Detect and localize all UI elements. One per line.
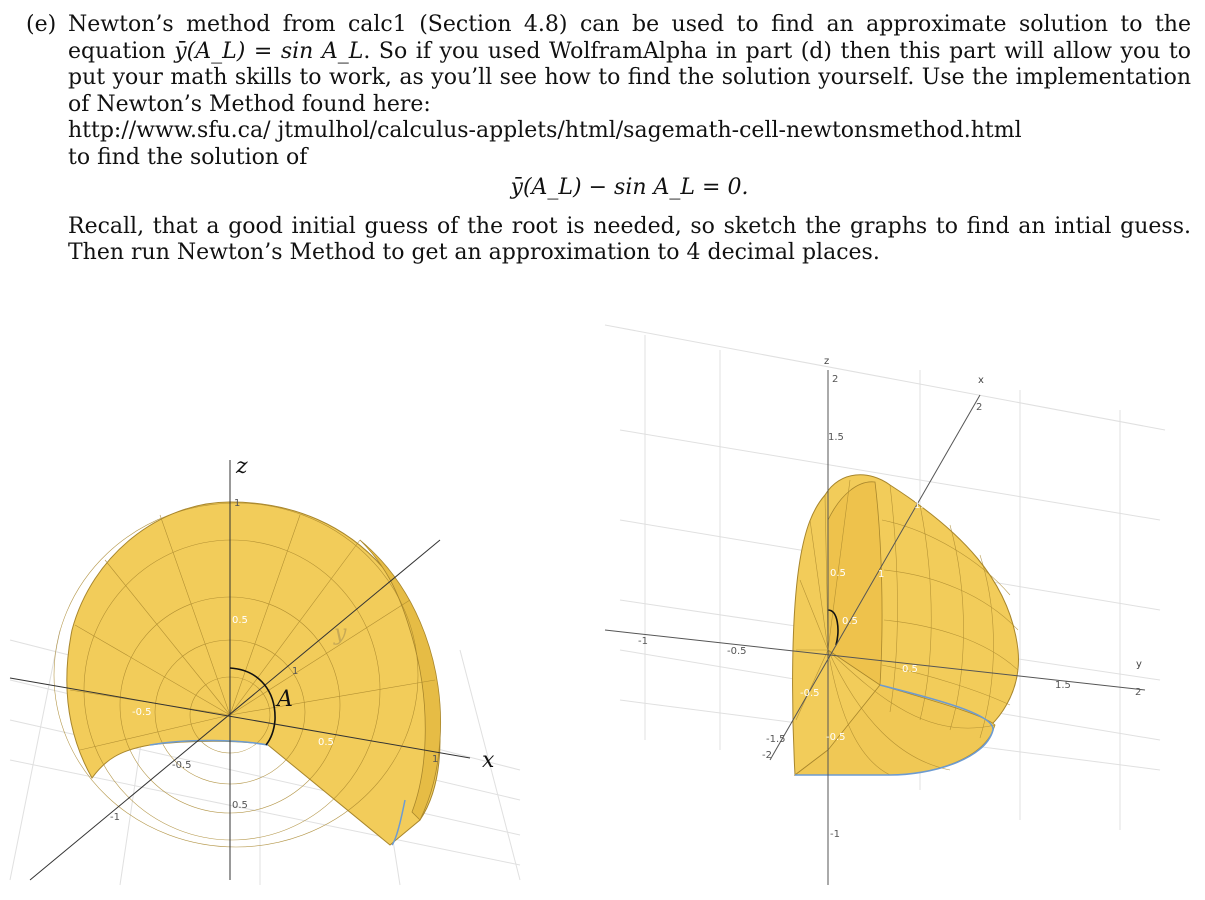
tick-x-neg-0.5: -0.5 [800,688,820,699]
tick-y-neg-1: -1 [110,812,120,823]
tick-z-1: 1 [234,498,241,509]
problem-body [68,12,1191,267]
axis-label-x: x [978,375,984,386]
tick-y-1.5: 1.5 [1055,680,1071,691]
surface-body [67,502,440,845]
tick-y-1: 1 [292,666,299,677]
newton-method-url[interactable]: http://www.sfu.ca/ jtmulhol/calculus-applets/html/sagemath-cell-newtonsmethod.html [68,118,1022,143]
display-equation-text: ȳ(A_L) − sin A_L = 0. [510,175,749,200]
axis-label-z: z [236,454,248,479]
tick-z-neg-0.5: 0.5 [232,800,248,811]
tick-x-2: 2 [976,402,983,413]
tick-y-neg-0.5: -0.5 [172,760,192,771]
surface-cut-face [828,482,885,685]
tick-x-neg-2: -2 [762,750,772,761]
tick-x-neg-1.5: -1.5 [766,734,786,745]
problem-line-1: Newton’s method from calc1 (Section 4.8) can be used to find an approximate solution to the equation [68,12,1191,64]
tick-x-neg-1: -1 [56,692,66,703]
tick-x-0.5: 0.5 [318,737,334,748]
axis-label-z: z [824,356,830,367]
tick-y-0.5: 0.5 [902,664,918,675]
tick-x-1.5: 1.5 [914,500,930,511]
problem-label: (e) [26,12,57,37]
angle-label-A: A [277,687,293,712]
problem-paragraph-1 [68,12,1191,118]
figure-left-surface-plot [0,440,540,890]
tick-z-0.5: 0.5 [830,568,846,579]
axis-label-y: y [334,621,347,646]
tick-x-1: 1 [432,754,439,765]
tick-z-1.5: 1.5 [828,432,844,443]
to-find-text: to find the solution of [68,144,308,170]
axis-label-y: y [1136,659,1142,670]
tick-x-neg-0.5: -0.5 [132,707,152,718]
tick-z-neg-0.5: -0.5 [826,732,846,743]
tick-x-0.5: 0.5 [842,616,858,627]
tick-y-neg-0.5: -0.5 [727,646,747,657]
problem-paragraph-2: Recall, that a good initial guess of the root is needed, so sketch the graphs to find an intial guess. Then run Newton’s Method to get an approximation to 4 decimal places. [68,213,1191,265]
tick-z-0.5: 0.5 [232,615,248,626]
tick-y-neg-1: -1 [638,636,648,647]
tick-x-1: 1 [878,569,885,580]
display-equation [68,175,1191,202]
tick-z-neg-1: -1 [830,829,840,840]
tick-z-2: 2 [832,374,839,385]
axis-label-x: x [482,748,495,773]
figure-right-surface-plot [600,320,1175,890]
inline-equation: ȳ(A_L) = sin A_L [174,38,364,64]
tick-y-2: 2 [1135,687,1142,698]
problem-line-2: . So if you used WolframAlpha in part (d) then this part will allow you to put your math skills to work, as you’ll see how to find the solution yourself. Use the implementation of Newton’s Method found here: [68,38,1191,117]
problem-e [26,12,1191,267]
